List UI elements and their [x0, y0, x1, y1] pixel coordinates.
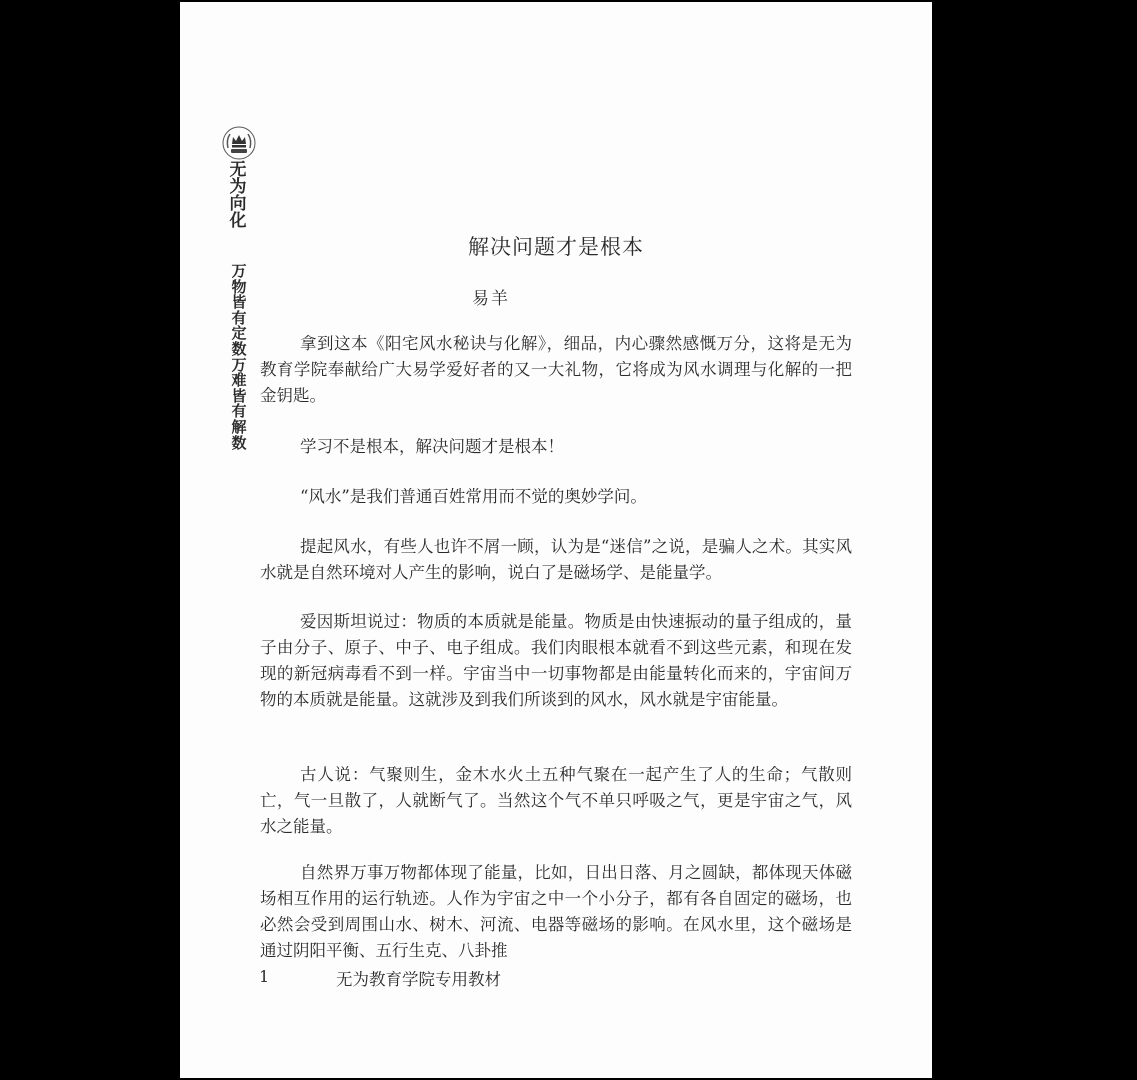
paragraph: 古人说：气聚则生，金木水火土五种气聚在一起产生了人的生命；气散则亡，气一旦散了，人就断气了。当然这个气不单只呼吸之气，更是宇宙之气，风水之能量。 — [260, 765, 852, 836]
paragraph: 学习不是根本，解决问题才是根本！ — [300, 437, 564, 456]
paragraph: “风水”是我们普通百姓常用而不觉的奥妙学问。 — [300, 487, 647, 506]
sidebar-motto: 万物皆有定数 万难皆有解数 — [231, 262, 247, 452]
sidebar-title: 无为向化 — [229, 160, 247, 231]
paragraph: 提起风水，有些人也许不屑一顾，认为是“迷信”之说，是骗人之术。其实风水就是自然环境对人产生的影响，说白了是磁场学、是能量学。 — [260, 537, 852, 582]
paragraph: 拿到这本《阳宅风水秘诀与化解》，细品，内心骤然感慨万分，这将是无为教育学院奉献给广大易学爱好者的又一大礼物，它将成为风水调理与化解的一把金钥匙。 — [260, 334, 852, 405]
document-author: 易羊 — [472, 289, 510, 309]
document-page — [180, 2, 932, 1078]
footer-text: 无为教育学院专用教材 — [336, 970, 501, 989]
crown-logo-icon — [222, 126, 256, 160]
paragraph: 爱因斯坦说过：物质的本质就是能量。物质是由快速振动的量子组成的，量子由分子、原子、中子、电子组成。我们肉眼根本就看不到这些元素，和现在发现的新冠病毒看不到一样。宇宙当中一切事物都是由能量转化而来的，宇宙间万物的本质就是能量。这就涉及到我们所谈到的风水，风水就是宇宙能量。 — [260, 612, 852, 709]
footer-page-number: 1 — [259, 967, 270, 986]
document-title: 解决问题才是根本 — [468, 235, 644, 259]
paragraph: 自然界万事万物都体现了能量，比如，日出日落、月之圆缺，都体现天体磁场相互作用的运行轨迹。人作为宇宙之中一个小分子，都有各自固定的磁场，也必然会受到周围山水、树木、河流、电器等磁场的影响。在风水里，这个磁场是通过阴阳平衡、五行生克、八卦推 — [260, 863, 852, 960]
